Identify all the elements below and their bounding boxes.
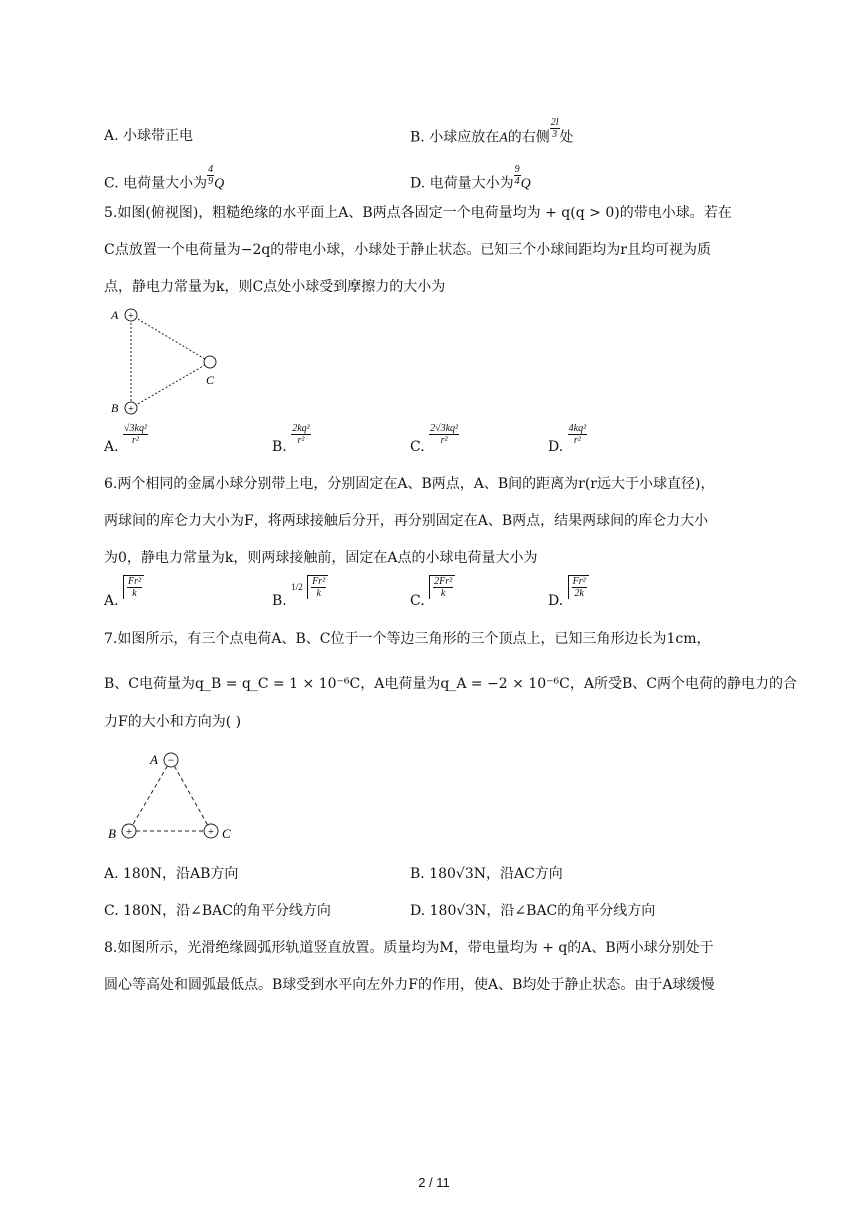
q6-stem-line2: 两球间的库仑力大小为F，将两球接触后分开，再分别固定在A、B两点，结果两球间的库仑力大小: [104, 513, 709, 529]
q7-label-c: C: [222, 826, 231, 841]
svg-text:+: +: [128, 311, 134, 322]
svg-text:+: +: [128, 404, 134, 415]
q4-option-c: C. 电荷量大小为 $\frac{4}{9}$ Q: [104, 164, 225, 192]
q5-option-d: D. $\frac{\text{4kq²}}{\text{r²}}$: [548, 423, 587, 455]
q8-stem-line2: 圆心等高处和圆弧最低点。B球受到水平向左外力F的作用，使A、B均处于静止状态。由于A球缓慢: [104, 977, 715, 993]
q5-label-a: A: [111, 308, 119, 322]
q7-option-a: A. 180N，沿AB方向: [104, 866, 239, 882]
q6-stem-line3: 为0，静电力常量为k，则两球接触前，固定在A点的小球电荷量大小为: [104, 550, 538, 566]
q7-stem-line3: 力F的大小和方向为( ): [104, 714, 242, 730]
q5-option-c: C. $\frac{\text{2√3kq²}}{\text{r²}}$: [410, 423, 459, 455]
q7-option-b: B. 180√3N，沿AC方向: [410, 866, 563, 882]
svg-text:+: +: [125, 826, 133, 838]
page-number: 2 / 11: [418, 1175, 450, 1190]
q7-stem-line2: B、C电荷量为q_B = q_C = 1 × 10⁻⁶C，A电荷量为q_A = −2 × 10⁻⁶C，A所受B、C两个电荷的静电力的合: [104, 676, 797, 692]
svg-text:+: +: [207, 826, 215, 838]
q5-stem-line3: 点，静电力常量为k，则C点处小球受到摩擦力的大小为: [104, 279, 446, 295]
svg-text:−: −: [167, 753, 175, 767]
q7-label-b: B: [108, 826, 116, 841]
q5-label-b: B: [111, 401, 119, 415]
q5-triangle-diagram: [104, 304, 234, 419]
q6-option-d: D. $\frac{\text{Fr²}}{2k}$: [548, 575, 589, 599]
q7-option-d: D. 180√3N，沿∠BAC的角平分线方向: [410, 903, 656, 919]
q5-option-b: B. $\frac{\text{2kq²}}{\text{r²}}$: [272, 423, 310, 455]
q8-stem-line1: 8.如图所示，光滑绝缘圆弧形轨道竖直放置。质量均为M，带电量均为 + q的A、B两小球分别处于: [104, 940, 714, 956]
q4-option-d: D. 电荷量大小为 $\frac{9}{4}$ Q: [410, 164, 531, 192]
q6-option-c: C. $\frac{\text{2Fr²}}{k}$: [410, 575, 455, 599]
q7-stem-line1: 7.如图所示，有三个点电荷A、B、C位于一个等边三角形的三个顶点上，已知三角形边长为1cm，: [104, 631, 711, 647]
q7-label-a: A: [150, 752, 158, 767]
q4-option-b: B. 小球应放在A的右侧 $\frac{2l}{3}$ 处: [410, 117, 574, 146]
q6-stem-line1: 6.两个相同的金属小球分别带上电，分别固定在A、B两点，A、B间的距离为r(r远大于小球直径)，: [104, 476, 715, 492]
q4-option-a: A. 小球带正电: [104, 128, 194, 144]
q7-triangle-diagram: [104, 748, 244, 844]
q6-option-a: A. $\frac{\text{Fr²}}{k}$: [104, 575, 144, 599]
q5-stem-line2: C点放置一个电荷量为−2q的带电小球，小球处于静止状态。已知三个小球间距均为r且均可视为质: [104, 242, 712, 258]
q5-option-a: A. $\frac{\text{√3kq²}}{\text{r²}}$: [104, 423, 147, 455]
q6-option-b: B. 1/2 $\frac{\text{Fr²}}{k}$: [272, 575, 328, 599]
q5-stem-line1: 5.如图(俯视图)，粗糙绝缘的水平面上A、B两点各固定一个电荷量均为 + q(q > 0)的带电小球。若在: [104, 205, 732, 221]
q5-label-c: C: [206, 373, 215, 387]
q7-option-c: C. 180N，沿∠BAC的角平分线方向: [104, 903, 331, 919]
